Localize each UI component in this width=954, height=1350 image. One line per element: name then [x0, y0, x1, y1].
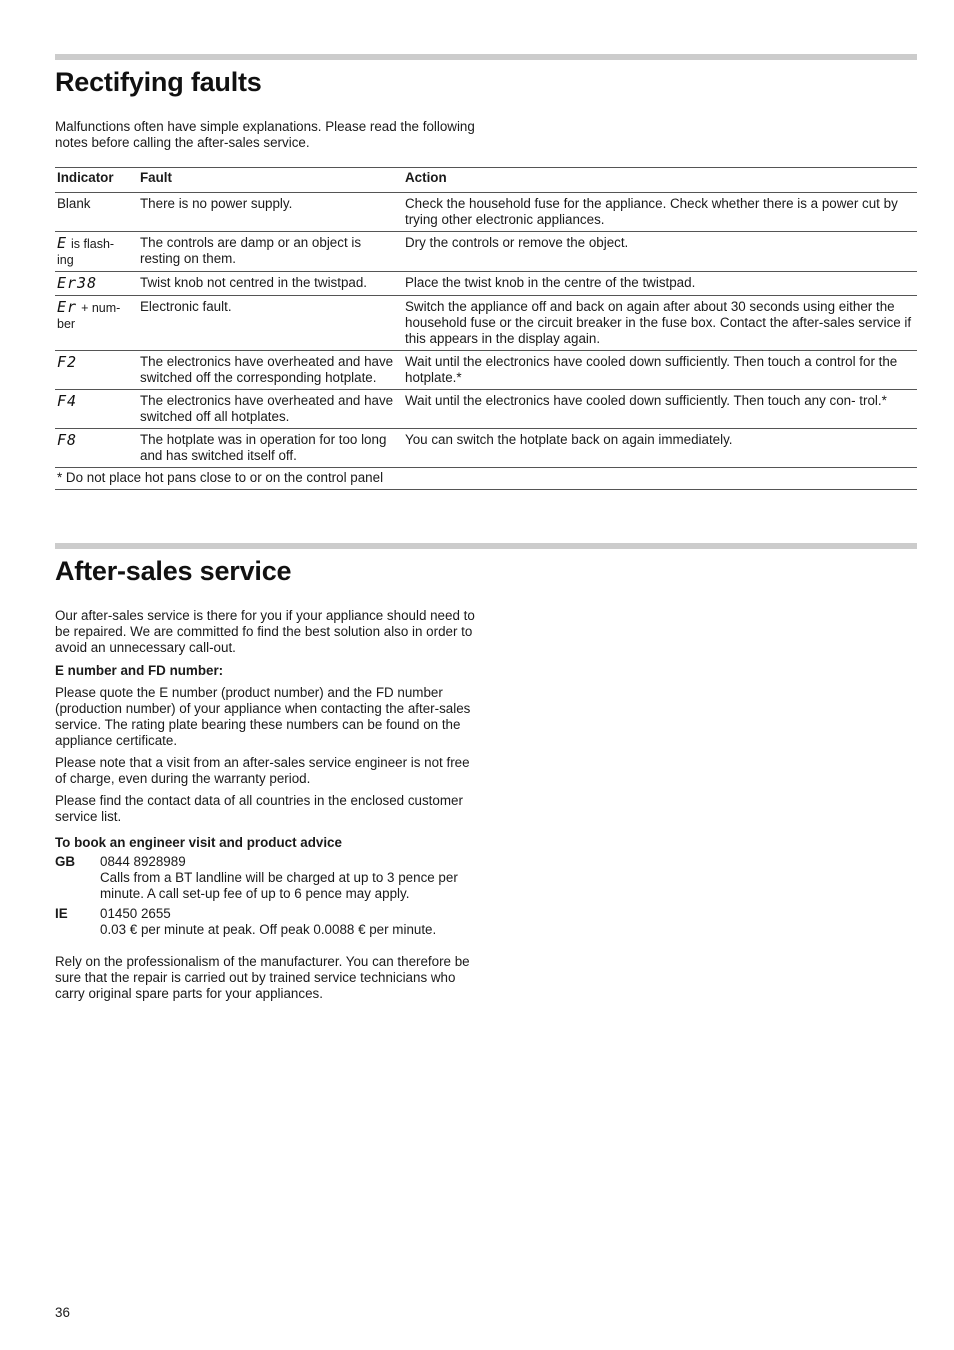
faults-table: [55, 167, 917, 490]
phone-number: 01450 2655: [100, 906, 171, 921]
e-number-heading: E number and FD number:: [55, 663, 224, 678]
service-intro: Our after-sales service is there for you if your appliance should need to be repaired. We are committed fo find the best solution also in order to avoid an unnecessary call-out.: [55, 608, 475, 655]
fault-cell: The hotplate was in operation for too long and has switched itself off.: [138, 429, 403, 468]
phone-note: Calls from a BT landline will be charged at up to 3 pence per minute. A call set-up fee of up to 6 pence may apply.: [100, 870, 458, 901]
country-details: [100, 854, 470, 902]
table-footnote-row: [55, 468, 917, 490]
column-header-indicator: Indicator: [55, 168, 138, 193]
after-sales-content: [55, 608, 475, 1002]
indicator-text: is flash- ing: [57, 237, 115, 267]
section-divider: [55, 54, 917, 60]
contact-text: Please find the contact data of all countries in the enclosed customer service list.: [55, 793, 463, 824]
indicator-cell: [55, 296, 138, 351]
column-header-fault: Fault: [138, 168, 403, 193]
country-code: IE: [55, 906, 68, 921]
action-cell: Dry the controls or remove the object.: [403, 232, 917, 272]
country-code: GB: [55, 854, 76, 869]
display-code: Er: [57, 298, 78, 316]
indicator-cell: [55, 232, 138, 272]
closing-text: Rely on the professionalism of the manufacturer. You can therefore be sure that the repair is carried out by trained service technicians who carry original spare parts for your appliances.: [55, 954, 470, 1001]
indicator-cell: [55, 351, 138, 390]
table-row: [55, 390, 917, 429]
fault-cell: Twist knob not centred in the twistpad.: [138, 272, 403, 296]
indicator-cell: [55, 272, 138, 296]
column-header-action: Action: [403, 168, 917, 193]
fault-cell: Electronic fault.: [138, 296, 403, 351]
display-code: E: [57, 234, 68, 252]
action-cell: Wait until the electronics have cooled down sufficiently. Then touch a control for the hotplate.*: [403, 351, 917, 390]
table-header-row: [55, 168, 917, 193]
section-divider: [55, 543, 917, 549]
display-code: F2: [57, 353, 78, 371]
section-title: Rectifying faults: [55, 67, 262, 97]
rectifying-faults-section: [55, 54, 917, 490]
indicator-cell: [55, 390, 138, 429]
table-row: [55, 232, 917, 272]
country-contact-ie: [55, 906, 475, 938]
table-row: [55, 193, 917, 232]
action-cell: Wait until the electronics have cooled down sufficiently. Then touch any con- trol.*: [403, 390, 917, 429]
page-number: 36: [55, 1305, 70, 1320]
display-code: Er38: [57, 274, 98, 292]
indicator-text: + num- ber: [57, 301, 121, 331]
warranty-text: Please note that a visit from an after-sales service engineer is not free of charge, even during the warranty period.: [55, 755, 470, 786]
fault-cell: The controls are damp or an object is resting on them.: [138, 232, 403, 272]
intro-paragraph: Malfunctions often have simple explanations. Please read the following notes before calling the after-sales service.: [55, 119, 475, 150]
phone-note: 0.03 € per minute at peak. Off peak 0.0088 € per minute.: [100, 922, 437, 937]
phone-number: 0844 8928989: [100, 854, 186, 869]
action-cell: Place the twist knob in the centre of the twistpad.: [403, 272, 917, 296]
booking-heading: To book an engineer visit and product advice: [55, 835, 342, 850]
table-row: [55, 296, 917, 351]
country-details: [100, 906, 470, 938]
action-cell: Switch the appliance off and back on again after about 30 seconds using either the household fuse or the circuit breaker in the fuse box. Contact the after-sales service if this appears in the display again.: [403, 296, 917, 351]
table-row: [55, 429, 917, 468]
after-sales-section: [55, 543, 917, 1002]
table-row: [55, 272, 917, 296]
e-number-text: Please quote the E number (product number) and the FD number (production number) of your appliance when contacting the after-sales service. The rating plate bearing these numbers can be found on the appliance certificate.: [55, 685, 471, 748]
indicator-cell: [55, 429, 138, 468]
table-footnote: * Do not place hot pans close to or on the control panel: [55, 468, 917, 490]
indicator-cell: [55, 193, 138, 232]
display-code: F8: [57, 431, 78, 449]
section-title: After-sales service: [55, 556, 292, 586]
fault-cell: The electronics have overheated and have switched off the corresponding hotplate.: [138, 351, 403, 390]
table-row: [55, 351, 917, 390]
fault-cell: There is no power supply.: [138, 193, 403, 232]
indicator-text: Blank: [57, 196, 91, 211]
display-code: F4: [57, 392, 78, 410]
country-contact-gb: [55, 854, 475, 902]
action-cell: You can switch the hotplate back on again immediately.: [403, 429, 917, 468]
fault-cell: The electronics have overheated and have switched off all hotplates.: [138, 390, 403, 429]
action-cell: Check the household fuse for the appliance. Check whether there is a power cut by trying other electronic appliances.: [403, 193, 917, 232]
